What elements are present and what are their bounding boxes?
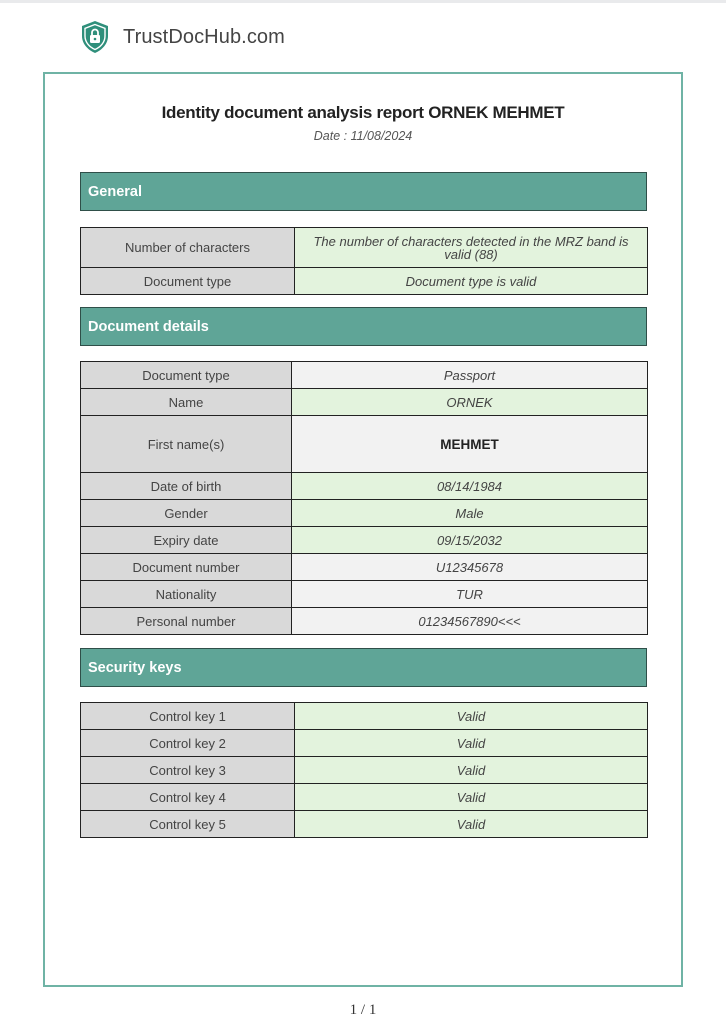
row-label: Control key 4 bbox=[81, 784, 295, 811]
row-label: Control key 5 bbox=[81, 811, 295, 838]
table-row bbox=[81, 703, 648, 730]
row-value: Valid bbox=[295, 784, 648, 811]
row-value: Valid bbox=[295, 811, 648, 838]
section-header-document-details: Document details bbox=[80, 307, 647, 346]
row-value: 09/15/2032 bbox=[292, 527, 648, 554]
brand-header[interactable] bbox=[80, 20, 285, 54]
general-table bbox=[80, 227, 648, 295]
row-label: Date of birth bbox=[81, 473, 292, 500]
row-value: Valid bbox=[295, 703, 648, 730]
table-row bbox=[81, 757, 648, 784]
row-label: Control key 2 bbox=[81, 730, 295, 757]
row-value: Document type is valid bbox=[295, 268, 648, 295]
row-label: Document type bbox=[81, 268, 295, 295]
row-label: Control key 3 bbox=[81, 757, 295, 784]
row-value: 08/14/1984 bbox=[292, 473, 648, 500]
table-row bbox=[81, 473, 648, 500]
report-date: Date : 11/08/2024 bbox=[313, 129, 413, 143]
row-label: Document number bbox=[81, 554, 292, 581]
row-label: Control key 1 bbox=[81, 703, 295, 730]
report-title: Identity document analysis report ORNEK MEHMET bbox=[161, 103, 565, 122]
row-label: Name bbox=[81, 389, 292, 416]
section-header-general: General bbox=[80, 172, 647, 211]
row-label: Number of characters bbox=[81, 228, 295, 268]
row-label: Document type bbox=[81, 362, 292, 389]
table-row bbox=[81, 228, 648, 268]
table-row bbox=[81, 608, 648, 635]
brand-name: TrustDocHub.com bbox=[123, 25, 285, 48]
row-label: Nationality bbox=[81, 581, 292, 608]
top-divider bbox=[0, 0, 726, 3]
row-value: Valid bbox=[295, 730, 648, 757]
row-label: First name(s) bbox=[81, 416, 292, 473]
table-row bbox=[81, 554, 648, 581]
table-row bbox=[81, 500, 648, 527]
row-value: The number of characters detected in the MRZ band is valid (88) bbox=[295, 228, 648, 268]
table-row bbox=[81, 784, 648, 811]
row-label: Personal number bbox=[81, 608, 292, 635]
row-value: Passport bbox=[292, 362, 648, 389]
page-number: 1 / 1 bbox=[349, 1002, 377, 1018]
table-row bbox=[81, 362, 648, 389]
table-row bbox=[81, 527, 648, 554]
section-header-security-keys: Security keys bbox=[80, 648, 647, 687]
row-value: ORNEK bbox=[292, 389, 648, 416]
row-value: 01234567890<<< bbox=[292, 608, 648, 635]
document-details-table bbox=[80, 361, 648, 635]
row-label: Gender bbox=[81, 500, 292, 527]
table-row bbox=[81, 581, 648, 608]
table-row bbox=[81, 811, 648, 838]
row-label: Expiry date bbox=[81, 527, 292, 554]
row-value: MEHMET bbox=[292, 416, 648, 473]
shield-lock-icon bbox=[80, 20, 110, 54]
table-row bbox=[81, 389, 648, 416]
table-row bbox=[81, 268, 648, 295]
row-value: Valid bbox=[295, 757, 648, 784]
security-keys-table bbox=[80, 702, 648, 838]
table-row bbox=[81, 416, 648, 473]
row-value: Male bbox=[292, 500, 648, 527]
table-row bbox=[81, 730, 648, 757]
row-value: U12345678 bbox=[292, 554, 648, 581]
row-value: TUR bbox=[292, 581, 648, 608]
